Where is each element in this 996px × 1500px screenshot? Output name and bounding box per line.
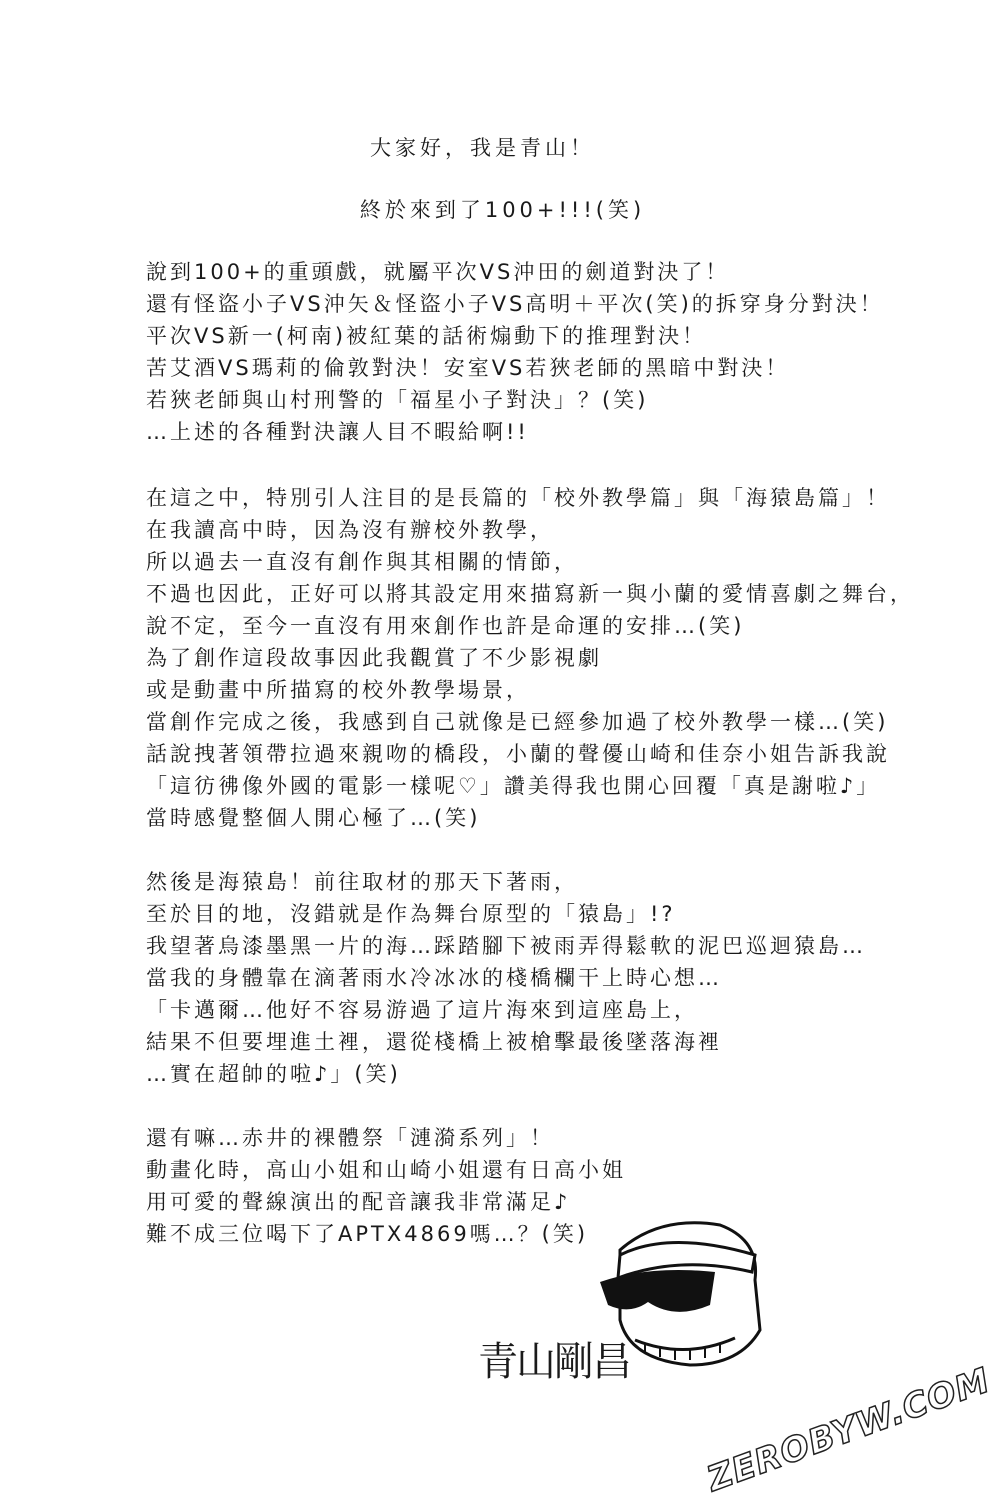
- text-line: …實在超帥的啦♪」(笑): [146, 1062, 401, 1086]
- text-line: 難不成三位喝下了APTX4869嗎…？(笑): [146, 1222, 589, 1246]
- paragraph: [146, 256, 886, 448]
- text-line: 還有嘛…赤井的裸體祭「漣漪系列」！: [146, 1126, 554, 1150]
- text-line: 不過也因此，正好可以將其設定用來描寫新一與小蘭的愛情喜劇之舞台，: [146, 582, 914, 606]
- text-line: 當創作完成之後，我感到自己就像是已經參加過了校外教學一樣…(笑): [146, 710, 889, 734]
- text-line: 所以過去一直沒有創作與其相關的情節，: [146, 550, 578, 574]
- text-line: 在我讀高中時，因為沒有辦校外教學，: [146, 518, 554, 542]
- text-line: 平次VS新一(柯南)被紅葉的話術煽動下的推理對決！: [146, 324, 707, 348]
- text-line: 說不定，至今一直沒有用來創作也許是命運的安排…(笑): [146, 614, 745, 638]
- text-line: 為了創作這段故事因此我觀賞了不少影視劇: [146, 646, 602, 670]
- text-line: 說到100+的重頭戲，就屬平次VS沖田的劍道對決了！: [146, 260, 730, 284]
- text-line: 當時感覺整個人開心極了…(笑): [146, 806, 481, 830]
- text-line: 我望著烏漆墨黑一片的海…踩踏腳下被雨弄得鬆軟的泥巴巡迴猿島…: [146, 934, 866, 958]
- text-line: 用可愛的聲線演出的配音讓我非常滿足♪: [146, 1190, 571, 1214]
- text-line: 動畫化時，高山小姐和山崎小姐還有日高小姐: [146, 1158, 626, 1182]
- text-line: 還有怪盜小子VS沖矢＆怪盜小子VS高明＋平次(笑)的拆穿身分對決！: [146, 292, 884, 316]
- text-line: 結果不但要埋進土裡，還從棧橋上被槍擊最後墜落海裡: [146, 1030, 722, 1054]
- text-line: 當我的身體靠在滴著雨水冷冰冰的棧橋欄干上時心想…: [146, 966, 722, 990]
- text-line: 至於目的地，沒錯就是作為舞台原型的「猿島」!?: [146, 902, 676, 926]
- text-line: 話說拽著領帶拉過來親吻的橋段，小蘭的聲優山崎和佳奈小姐告訴我說: [146, 742, 890, 766]
- text-line: 在這之中，特別引人注目的是長篇的「校外教學篇」與「海猿島篇」！: [146, 486, 890, 510]
- greeting: 大家好，我是青山！: [370, 136, 595, 160]
- text-line: 「卡邁爾…他好不容易游過了這片海來到這座島上，: [146, 998, 698, 1022]
- text-line: …上述的各種對決讓人目不暇給啊!!: [146, 420, 529, 444]
- text-line: 苦艾酒VS瑪莉的倫敦對決！安室VS若狹老師的黑暗中對決！: [146, 356, 790, 380]
- subtitle: 終於來到了100+!!!(笑): [359, 198, 646, 222]
- paragraph: [146, 482, 914, 834]
- watermark: ZEROBYW.COM: [702, 1360, 996, 1500]
- paragraph: [146, 866, 886, 1090]
- text-line: 若狹老師與山村刑警的「福星小子對決」？(笑): [146, 388, 649, 412]
- signature: 青山剛昌: [478, 1339, 630, 1385]
- text-line: 「這彷彿像外國的電影一樣呢♡」讚美得我也開心回覆「真是謝啦♪」: [146, 774, 881, 798]
- text-line: 然後是海猿島！前往取材的那天下著雨，: [146, 870, 578, 894]
- text-line: 或是動畫中所描寫的校外教學場景，: [146, 678, 530, 702]
